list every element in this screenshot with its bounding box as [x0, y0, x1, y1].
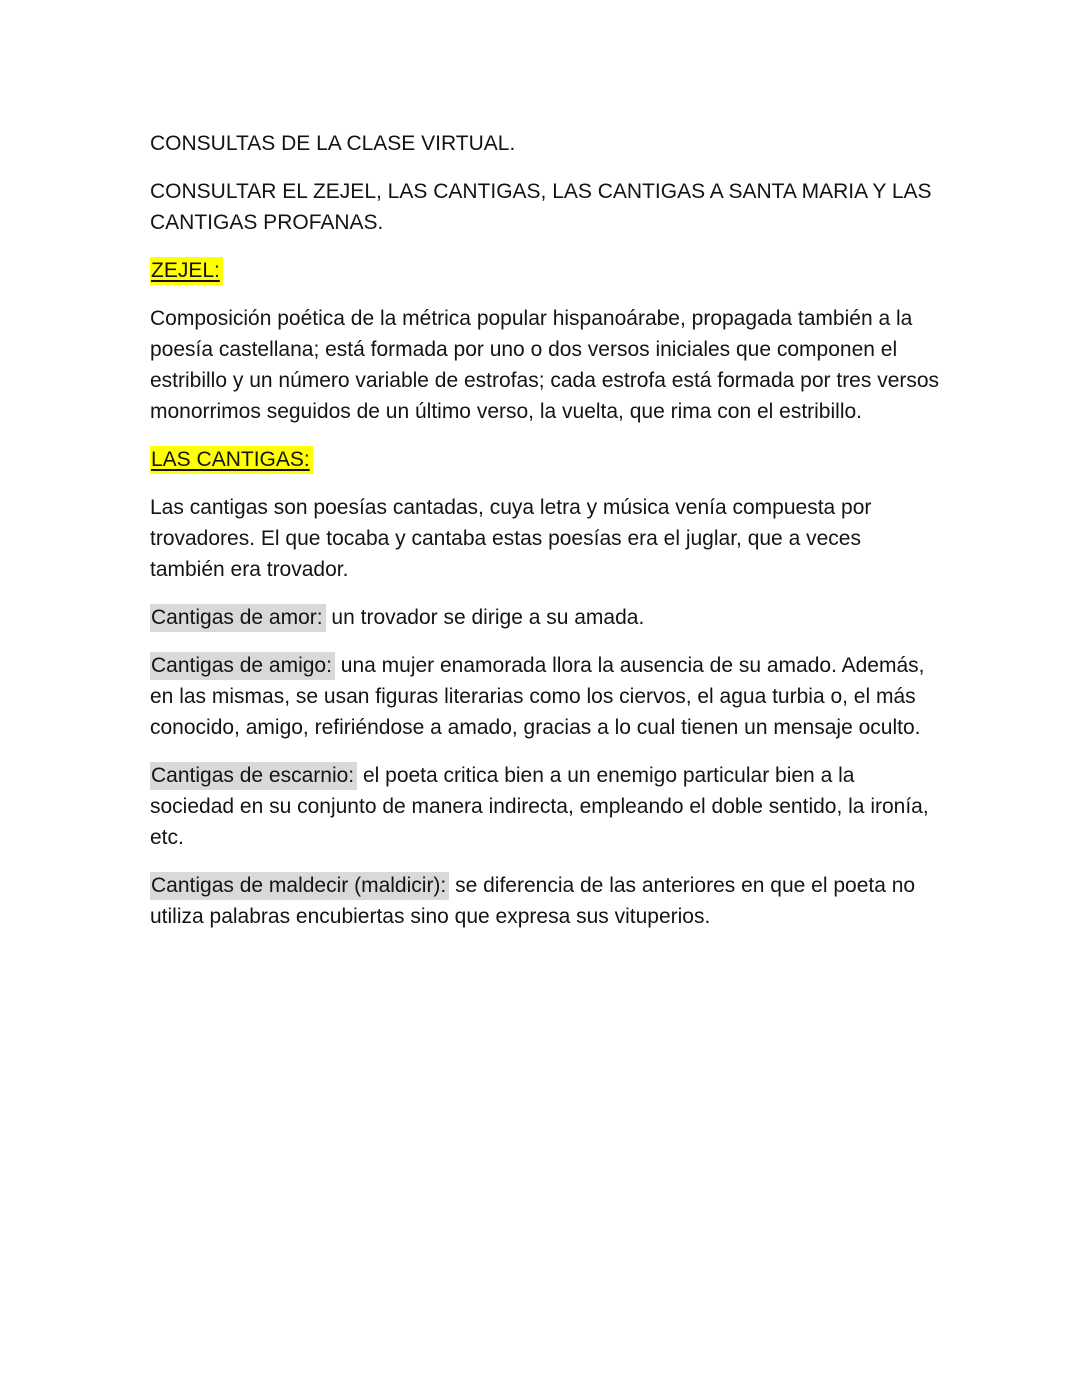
cantiga-maldecir-text: se diferencia de las anteriores en que el poeta no utiliza palabras encubiertas sino que expresa sus vituperios.	[150, 874, 916, 928]
cantiga-escarnio-text: el poeta critica bien a un enemigo particular bien a la sociedad en su conjunto de manera indirecta, empleando el doble sentido, la ironía, etc.	[150, 764, 929, 849]
cantigas-body-paragraph: Las cantigas son poesías cantadas, cuya letra y música venía compuesta por trovadores. El que tocaba y cantaba estas poesías era el juglar, que a veces también era trovador.	[150, 496, 872, 581]
cantiga-amor-text: un trovador se dirige a su amada.	[325, 606, 645, 629]
cantiga-amigo-text: una mujer enamorada llora la ausencia de su amado. Además, en las mismas, se usan figuras literarias como los ciervos, el agua turbia o, el más conocido, amigo, refiriéndose a amado, gracias a lo cual tienen un mensaje oculto.	[150, 654, 925, 739]
cantiga-type-maldecir	[150, 870, 940, 932]
cantiga-amor-label: Cantigas de amor:	[150, 604, 326, 632]
cantiga-type-amigo	[150, 650, 940, 743]
cantiga-type-escarnio	[150, 760, 940, 853]
cantiga-maldecir-label: Cantigas de maldecir (maldicir):	[150, 872, 449, 900]
document-title: CONSULTAS DE LA CLASE VIRTUAL.	[150, 132, 516, 155]
intro-paragraph: CONSULTAR EL ZEJEL, LAS CANTIGAS, LAS CANTIGAS A SANTA MARIA Y LAS CANTIGAS PROFANAS.	[150, 180, 932, 234]
cantiga-type-amor	[150, 602, 940, 633]
zejel-heading-highlight: ZEJEL:	[150, 257, 223, 285]
zejel-body-paragraph: Composición poética de la métrica popular hispanoárabe, propagada también a la poesía castellana; está formada por uno o dos versos iniciales que componen el estribillo y un número variable de estrofas; cada estrofa está formada por tres versos monorrimos seguidos de un último verso, la vuelta, que rima con el estribillo.	[150, 307, 940, 423]
cantiga-amigo-label: Cantigas de amigo:	[150, 652, 335, 680]
zejel-heading-line	[150, 255, 940, 286]
cantiga-escarnio-label: Cantigas de escarnio:	[150, 762, 357, 790]
cantigas-heading-highlight: LAS CANTIGAS:	[150, 446, 313, 474]
cantigas-heading-line	[150, 444, 940, 475]
